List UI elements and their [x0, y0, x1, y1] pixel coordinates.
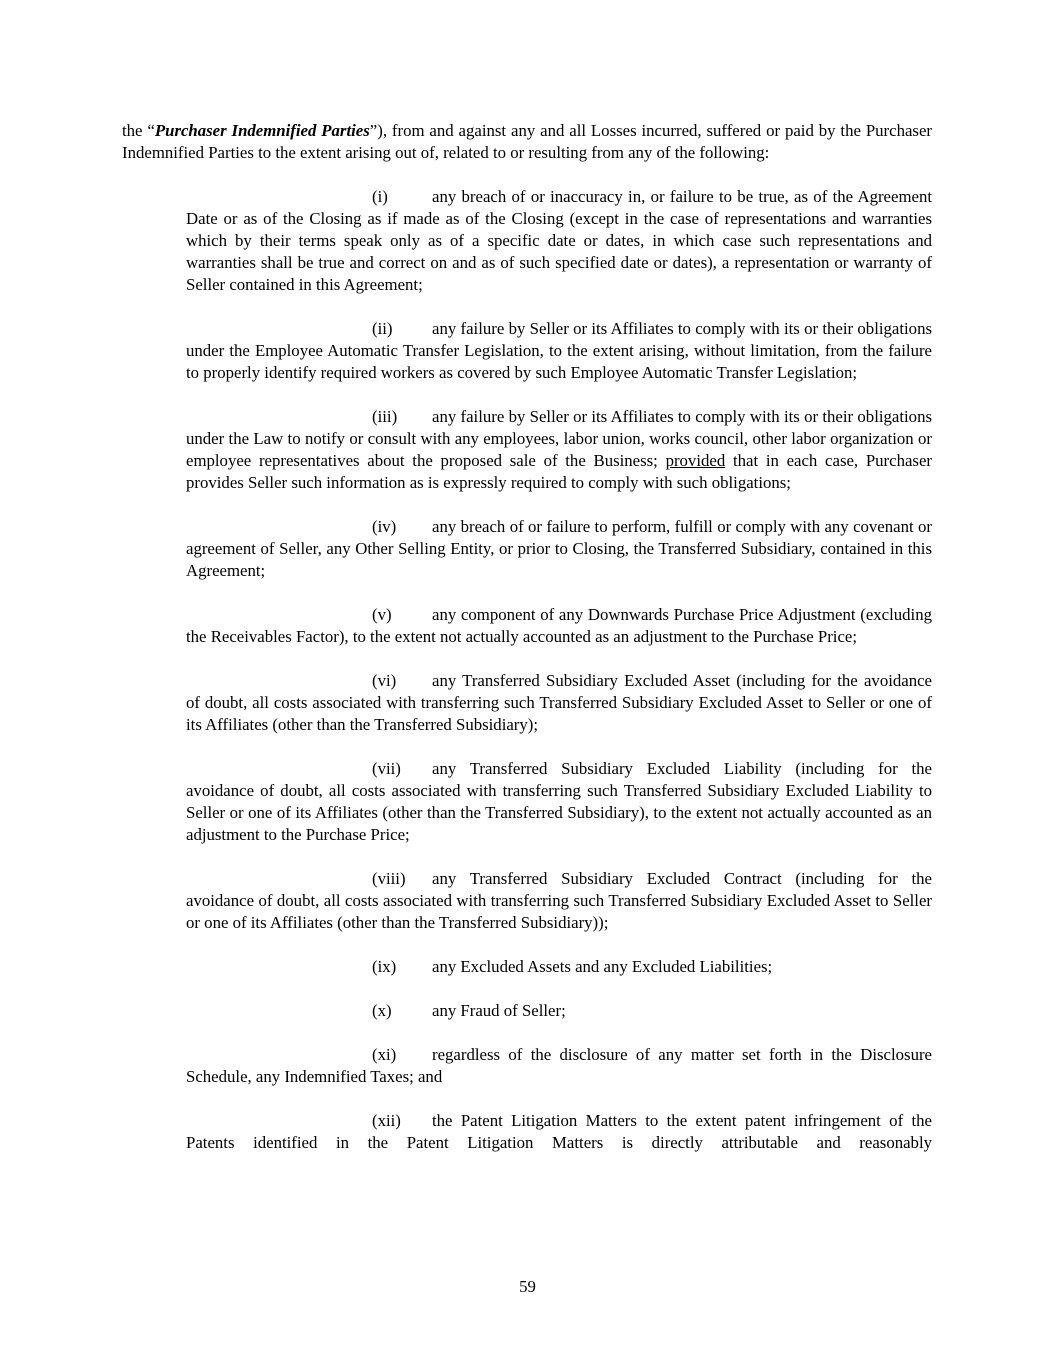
document-body	[122, 120, 932, 1176]
clause-text: any Fraud of Seller;	[432, 1001, 566, 1020]
clause-numeral: (i)	[372, 187, 388, 206]
clause-numeral: (vi)	[372, 671, 397, 690]
clause-numeral: (xi)	[372, 1045, 397, 1064]
clause-item-x	[186, 1000, 932, 1022]
clause-numeral: (x)	[372, 1001, 392, 1020]
clause-numeral: (v)	[372, 605, 392, 624]
clause-numeral: (ii)	[372, 319, 393, 338]
clause-numeral: (iv)	[372, 517, 397, 536]
clause-numeral: (xii)	[372, 1111, 401, 1130]
clause-text: any breach of or inaccuracy in, or failure to be true, as of the Agreement Date or as of the Closing as if made as of the Closing (except in the case of representations and warranties which by their terms speak only as of a specific date or dates, in which case such representations and warranties shall be true and correct on and as of such specified date or dates), a representation or warranty of Seller contained in this Agreement;	[186, 187, 932, 294]
clause-text-underlined: provided	[665, 451, 726, 470]
clause-numeral: (ix)	[372, 957, 397, 976]
clause-item-iii	[186, 406, 932, 494]
clause-item-viii	[186, 868, 932, 934]
clause-text: that in each case, Purchaser provides Seller such information as is expressly required to comply with such obligations;	[186, 451, 933, 492]
clause-text: any failure by Seller or its Affiliates to comply with its or their obligations under the Employee Automatic Transfer Legislation, to the extent arising, without limitation, from the failure to properly identify required workers as covered by such Employee Automatic Transfer Legislation;	[186, 319, 932, 382]
clause-text: regardless of the disclosure of any matter set forth in the Disclosure Schedule, any Indemnified Taxes; and	[186, 1045, 932, 1086]
clause-item-vii	[186, 758, 932, 846]
clause-numeral: (vii)	[372, 759, 401, 778]
defined-term: Purchaser Indemnified Parties	[154, 121, 370, 140]
intro-paragraph	[122, 120, 932, 164]
clause-item-ii	[186, 318, 932, 384]
clause-text: any Transferred Subsidiary Excluded Liability (including for the avoidance of doubt, all costs associated with transferring such Transferred Subsidiary Excluded Liability to Seller or one of its Affiliates (other than the Transferred Subsidiary), to the extent not actually accounted as an adjustment to the Purchase Price;	[186, 759, 932, 844]
clause-item-v	[186, 604, 932, 648]
clause-item-iv	[186, 516, 932, 582]
clause-text: any failure by Seller or its Affiliates to comply with its or their obligations under the Law to notify or consult with any employees, labor union, works council, other labor organization or employee representatives about the proposed sale of the Business;	[186, 407, 932, 470]
clause-text: the Patent Litigation Matters to the extent patent infringement of the Patents identified in the Patent Litigation Matters is directly attributable and reasonably	[186, 1111, 932, 1152]
clause-item-i	[186, 186, 932, 296]
clause-text: any Transferred Subsidiary Excluded Asset (including for the avoidance of doubt, all costs associated with transferring such Transferred Subsidiary Excluded Asset to Seller or one of its Affiliates (other than the Transferred Subsidiary);	[186, 671, 932, 734]
clause-text: any component of any Downwards Purchase Price Adjustment (excluding the Receivables Factor), to the extent not actually accounted as an adjustment to the Purchase Price;	[186, 605, 932, 646]
clause-item-xi	[186, 1044, 932, 1088]
clause-numeral: (iii)	[372, 407, 398, 426]
clause-item-ix	[186, 956, 932, 978]
page-number: 59	[519, 1277, 536, 1296]
intro-pre: the “	[122, 121, 155, 140]
clause-text: any Transferred Subsidiary Excluded Contract (including for the avoidance of doubt, all costs associated with transferring such Transferred Subsidiary Excluded Asset to Seller or one of its Affiliates (other than the Transferred Subsidiary));	[186, 869, 932, 932]
clause-text: any breach of or failure to perform, fulfill or comply with any covenant or agreement of Seller, any Other Selling Entity, or prior to Closing, the Transferred Subsidiary, contained in this Agreement;	[186, 517, 932, 580]
intro-post: ”), from and against any and all Losses incurred, suffered or paid by the Purchaser Indemnified Parties to the extent arising out of, related to or resulting from any of the following:	[122, 121, 932, 162]
clause-item-vi	[186, 670, 932, 736]
clause-item-xii	[186, 1110, 932, 1154]
clause-text: any Excluded Assets and any Excluded Liabilities;	[432, 957, 773, 976]
clause-numeral: (viii)	[372, 869, 406, 888]
